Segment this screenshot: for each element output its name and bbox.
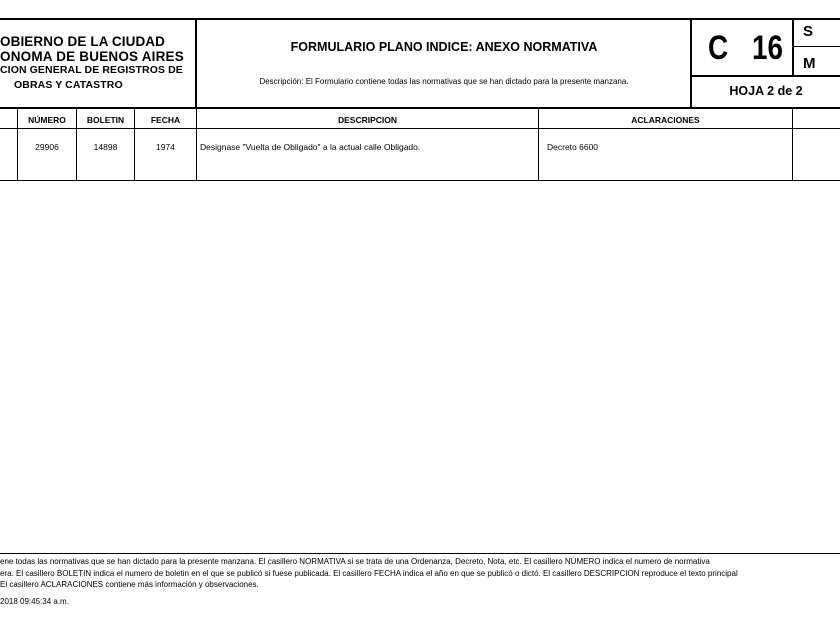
sheet-indicator: HOJA 2 de 2 (729, 84, 803, 98)
column-header-numero: NÚMERO (28, 115, 66, 125)
cell-descripcion: Designase "Vuelta de Obligado" a la actual calle Obligado. (200, 142, 421, 152)
print-timestamp: 2018 09:45:34 a.m. (0, 597, 69, 606)
plan-code-number: 16 (752, 29, 784, 67)
cell-aclaraciones: Decreto 6600 (547, 142, 599, 152)
code-s-label: S (803, 23, 814, 40)
footer-note-1: ene todas las normativas que se han dictado para la presente manzana. El casillero NORMATIVA si se trata de una Ordenanza, Decreto, Nota, etc. El casillero NÚMERO indica el numero de normativa (0, 557, 710, 566)
org-line-1: OBIERNO DE LA CIUDAD (0, 34, 166, 49)
footer-note-2: era. El casillero BOLETIN indica el numero de boletin en el que se publicó si fuese publicada. El casillero FECHA indica el año en que se publicó o dictó. El casillero DESCRIPCION reproduce el texto principal (0, 569, 738, 578)
code-m-label: M (803, 55, 816, 72)
org-line-2: ONOMA DE BUENOS AIRES (0, 49, 184, 64)
form-title: FORMULARIO PLANO INDICE: ANEXO NORMATIVA (290, 40, 598, 54)
cell-boletin: 14898 (93, 142, 118, 152)
org-line-3: CION GENERAL DE REGISTROS DE (0, 64, 183, 76)
form-description: Descripción: El Formulario contiene todas las normativas que se han dictado para la presente manzana. (259, 77, 629, 86)
footer-note-3: El casillero ACLARACIONES contiene más información y observaciones. (0, 580, 259, 589)
org-line-4: OBRAS Y CATASTRO (14, 79, 123, 91)
cell-fecha: 1974 (156, 142, 175, 152)
column-header-descripcion: DESCRIPCION (337, 115, 398, 125)
cell-numero: 29906 (35, 142, 59, 152)
plan-code-letter: C (708, 29, 729, 67)
column-header-boletin: BOLETIN (86, 115, 125, 125)
column-header-aclaraciones: ACLARACIONES (631, 115, 700, 125)
column-header-fecha: FECHA (150, 115, 181, 125)
